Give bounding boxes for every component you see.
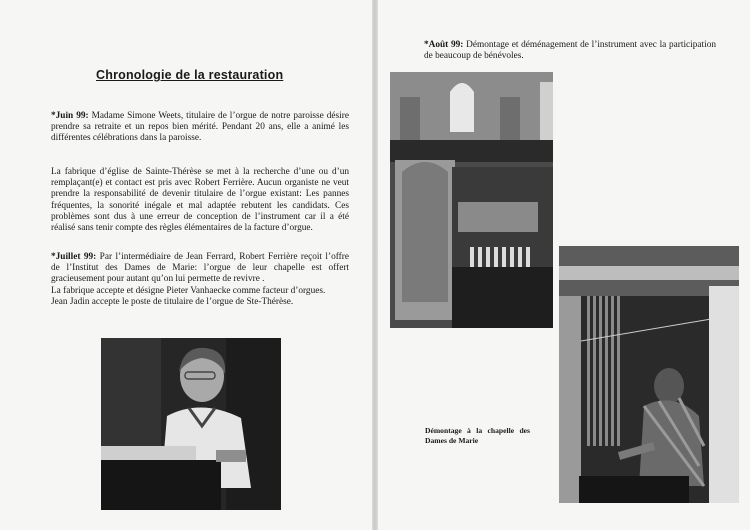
- text-juillet-jadin: Jean Jadin accepte le poste de titulaire de l’orgue de Ste-Thérèse.: [51, 296, 294, 307]
- text-aout: Démontage et déménagement de l’instrument avec la participation de beaucoup de bénévoles.: [424, 40, 716, 62]
- text-juin: Madame Simone Weets, titulaire de l’orgue de notre paroisse désire prendre sa retraite et un repos bien mérité. Pendant 20 ans, elle a animé les différentes célébrations dans la paroisse.: [51, 111, 349, 144]
- date-juillet: *Juillet 99:: [51, 252, 97, 262]
- date-aout: *Août 99:: [424, 40, 464, 50]
- paragraph-aout: [424, 40, 716, 62]
- paragraph-juin: [51, 111, 349, 145]
- text-juillet-fabrique: La fabrique accepte et désigne Pieter Vanhaecke comme facteur d’orgues.: [51, 285, 326, 296]
- page-title: Chronologie de la restauration: [96, 68, 284, 82]
- paragraph-juillet: [51, 252, 349, 308]
- photo-organ-case: [390, 72, 553, 328]
- date-juin: *Juin 99:: [51, 111, 89, 121]
- text-juillet: Par l’intermédiaire de Jean Ferrard, Robert Ferrière reçoit l’offre de l’Institut des Dames de Marie: l’orgue de leur chapelle est offert gracieusement pour autant qu’on lui permette de revivre .: [51, 252, 349, 285]
- paragraph-fabrique: La fabrique d’église de Sainte-Thérèse se met à la recherche d’une ou d’un remplaçant(e) et contact est pris avec Robert Ferrière. Aucun organiste ne veut prendre la responsabilité de devenir titulaire de l’orgue existant: Les pannes fréquentes, la sonorité inégale et mal adaptée rebutent les candidats. Ces problèmes sont dus à une erreur de conception de l’instrument car il a été réalisé sans tenir compte des règles élémentaires de la facture d’orgue.: [51, 167, 349, 234]
- photo-organist: [101, 338, 281, 510]
- photo-caption: Démontage à la chapelle des Dames de Marie: [425, 426, 530, 445]
- photo-dismantling: [559, 246, 739, 503]
